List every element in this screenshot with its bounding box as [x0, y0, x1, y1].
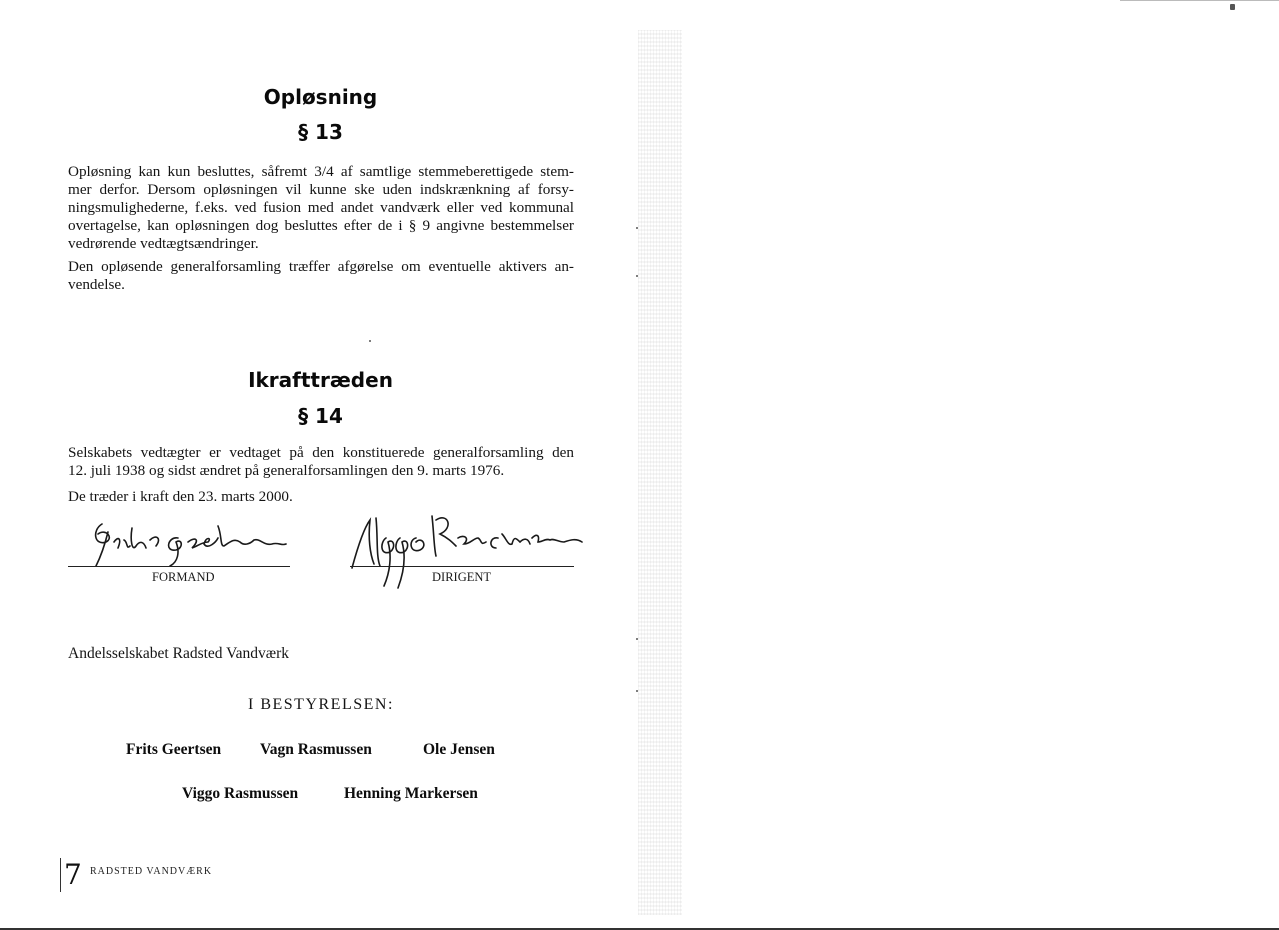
section-number-13: § 13: [298, 120, 343, 144]
section-title-oploesning: Opløsning: [263, 85, 378, 109]
board-member: Vagn Rasmussen: [260, 741, 372, 758]
company-name: Andelsselskabet Radsted Vandværk: [68, 645, 289, 662]
signature-label-dirigent: DIRIGENT: [432, 570, 492, 584]
section-title-ikrafttraeden: Ikrafttræden: [248, 368, 393, 392]
text-line: mer derfor. Dersom opløsningen vil kunne ske uden indskrænkning af forsy-: [68, 181, 574, 198]
paragraph-14-1: [68, 444, 574, 480]
section-number-14: § 14: [298, 404, 343, 428]
signature-label-formand: FORMAND: [152, 570, 215, 584]
scan-speck: [636, 690, 638, 692]
signature-formand: [84, 512, 294, 572]
footer-rule: [60, 858, 61, 892]
scan-speck: [636, 227, 638, 229]
running-title: RADSTED VANDVÆRK: [90, 866, 213, 877]
board-member: Viggo Rasmussen: [182, 785, 299, 802]
text-line: Opløsning kan kun besluttes, såfremt 3/4 af samtlige stemmeberettigede stem-: [68, 163, 574, 180]
text-line: Den opløsende generalforsamling træffer afgørelse om eventuelle aktivers an-: [68, 258, 574, 275]
signature-line-dirigent: [350, 566, 574, 567]
text-line: vendelse.: [68, 276, 125, 293]
text-line: 12. juli 1938 og sidst ændret på generalforsamlingen den 9. marts 1976.: [68, 462, 505, 479]
scan-fold-shadow: [638, 30, 682, 915]
text-line: Selskabets vedtægter er vedtaget på den konstituerede generalforsamling den: [68, 444, 574, 461]
paragraph-13-2: [68, 258, 574, 294]
board-member: Henning Markersen: [344, 785, 478, 802]
paragraph-13-1: [68, 163, 574, 253]
scan-speck: [1230, 4, 1235, 10]
board-title: I BESTYRELSEN:: [248, 696, 394, 713]
text-line: ningsmulighederne, f.eks. ved fusion med andet vandværk eller ved kommunal: [68, 199, 574, 216]
board-member: Frits Geertsen: [126, 741, 222, 758]
text-line: overtagelse, kan opløsningen dog besluttes efter de i § 9 angivne bestemmelser: [68, 217, 574, 234]
scan-edge-line: [1120, 0, 1279, 1]
board-member: Ole Jensen: [423, 741, 495, 758]
page-number: 7: [64, 858, 82, 891]
text-line: vedrørende vedtægtsændringer.: [68, 235, 259, 252]
scan-speck: [369, 340, 371, 342]
text-line: De træder i kraft den 23. marts 2000.: [68, 488, 293, 505]
scan-speck: [636, 638, 638, 640]
signature-line-formand: [68, 566, 290, 567]
scan-speck: [636, 275, 638, 277]
